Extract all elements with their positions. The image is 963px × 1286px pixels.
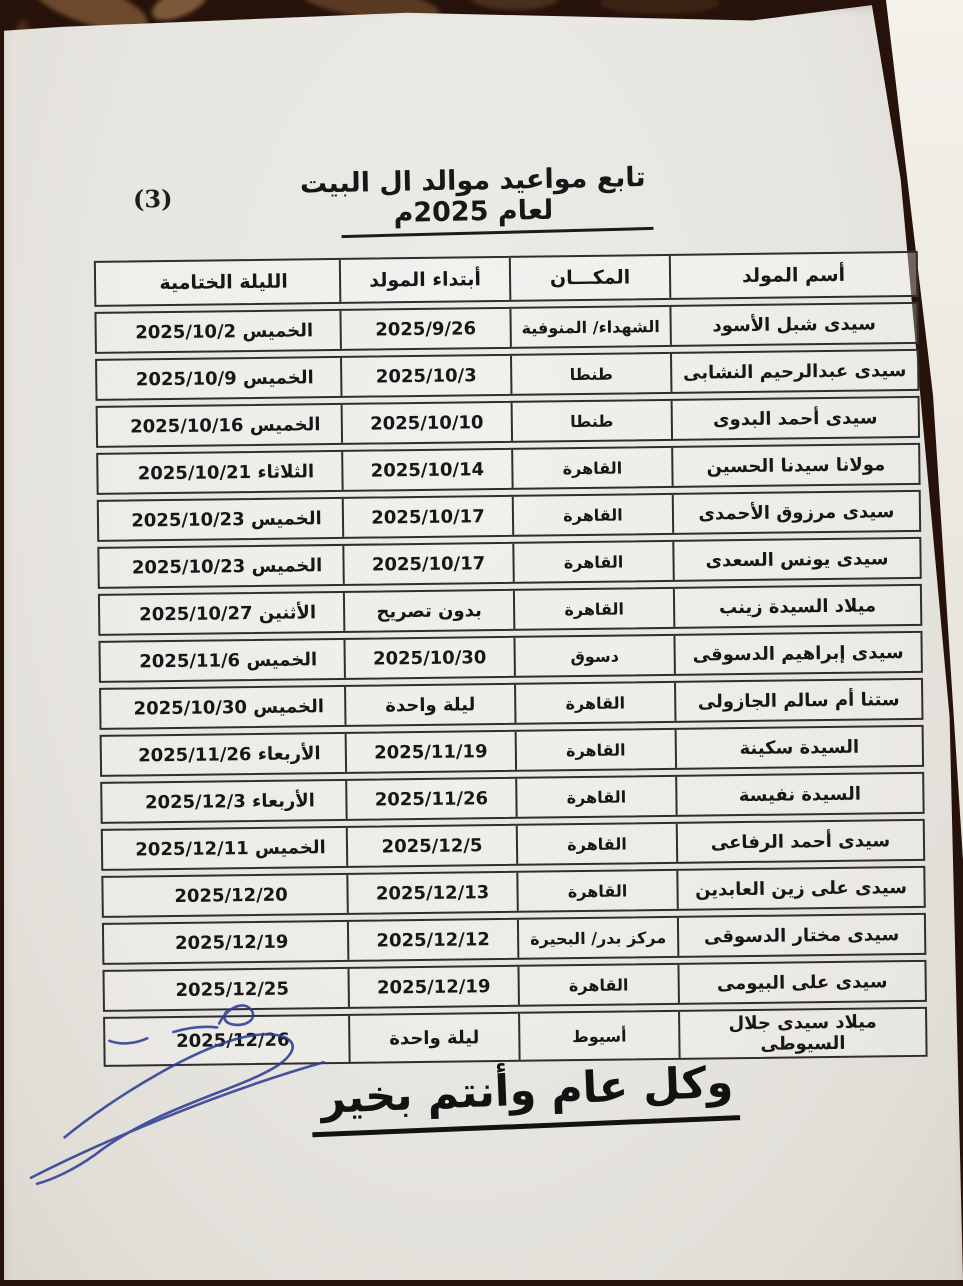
cell-start-date: 2025/10/30 — [343, 638, 513, 678]
cell-final-night: 2025/12/20 — [174, 884, 288, 907]
cell-final-night: 2025/12/19 — [174, 931, 289, 954]
cell-mawlid-name: سيدى على البيومى — [677, 962, 924, 1003]
cell-mawlid-name: ميلاد السيدة زينب — [673, 586, 920, 627]
table-row — [97, 490, 921, 542]
cell-start-date: 2025/10/10 — [341, 403, 511, 443]
table-row — [97, 537, 921, 589]
cell-place: دسوق — [513, 636, 673, 676]
cell-mawlid-name: السيدة سكينة — [675, 727, 922, 768]
cell-final-night: الخميس 2025/10/2 — [135, 319, 314, 343]
cell-place: القاهرة — [512, 542, 672, 582]
cell-final-night: 2025/12/25 — [175, 978, 290, 1001]
table-row — [95, 349, 919, 401]
table-row — [100, 772, 924, 824]
cell-final-night: الخميس 2025/10/16 — [130, 413, 321, 438]
closing-greeting: وكل عام وأنتم بخير — [310, 1057, 741, 1137]
cell-start-date: 2025/9/26 — [339, 309, 509, 349]
cell-final-night: الخميس 2025/11/6 — [139, 648, 318, 672]
cell-place: طنطا — [511, 401, 671, 441]
table-row — [100, 725, 924, 777]
table-row — [101, 866, 925, 918]
cell-mawlid-name: سيدى على زين العابدين — [676, 868, 923, 909]
cell-start-date: 2025/11/19 — [345, 732, 515, 772]
cell-mawlid-name: سيدى مرزوق الأحمدى — [672, 492, 919, 533]
cell-mawlid-name: سيدى مختار الدسوقى — [677, 915, 924, 956]
cell-place: القاهرة — [515, 777, 675, 817]
table-row — [98, 584, 922, 636]
cell-mawlid-name: سيدى أحمد الرفاعى — [676, 821, 923, 862]
cell-start-date: 2025/10/17 — [342, 497, 512, 537]
cell-final-night: الخميس 2025/10/23 — [131, 507, 322, 531]
cell-start-date: 2025/12/19 — [347, 967, 517, 1007]
cell-final-night: الثلاثاء 2025/10/21 — [137, 460, 315, 484]
cell-place: القاهرة — [517, 965, 677, 1005]
table-header-row — [94, 251, 919, 307]
cell-final-night: الأثنين 2025/10/27 — [139, 601, 317, 625]
table-row — [96, 396, 920, 448]
cell-mawlid-name: السيدة نفيسة — [675, 774, 922, 815]
table-row — [98, 631, 922, 683]
cell-final-night: الأربعاء 2025/11/26 — [138, 742, 321, 766]
cell-place: مركز بدر/ البحيرة — [517, 918, 677, 958]
cell-final-night: الخميس 2025/10/30 — [133, 695, 325, 719]
mawlid-schedule-table — [94, 251, 928, 1072]
table-row — [101, 819, 925, 871]
cell-mawlid-name: ميلاد سيدى جلال السيوطى — [678, 1009, 926, 1058]
cell-place: القاهرة — [513, 589, 673, 629]
page-number: (3) — [132, 183, 173, 214]
cell-place: القاهرة — [515, 730, 675, 770]
cell-place: القاهرة — [511, 448, 671, 488]
table-row — [94, 302, 918, 354]
cell-place: القاهرة — [516, 871, 676, 911]
cell-start-date: 2025/12/5 — [346, 826, 516, 866]
cell-final-night: الأربعاء 2025/12/3 — [144, 789, 316, 813]
cell-final-night: الخميس 2025/10/23 — [131, 554, 323, 578]
cell-start-date: 2025/10/3 — [340, 356, 510, 396]
cell-start-date: 2025/10/17 — [342, 544, 512, 584]
table-row — [99, 678, 923, 730]
cell-start-date: 2025/12/12 — [347, 920, 517, 960]
cell-place: القاهرة — [516, 824, 676, 864]
header-final-night: الليلة الختامية — [159, 270, 288, 295]
cell-mawlid-name: سيدى إبراهيم الدسوقى — [673, 633, 920, 674]
cell-start-date: 2025/10/14 — [341, 450, 511, 490]
cell-place: القاهرة — [514, 683, 674, 723]
cell-final-night: الخميس 2025/10/9 — [135, 366, 314, 390]
cell-final-night: 2025/12/26 — [176, 1029, 290, 1052]
table-row — [102, 913, 926, 965]
header-start-date: أبتداء المولد — [339, 258, 510, 302]
cell-start-date: ليلة واحدة — [344, 685, 514, 725]
cell-start-date: بدون تصريح — [343, 591, 513, 631]
table-row — [96, 443, 920, 495]
cell-final-night: الخميس 2025/12/11 — [135, 836, 326, 860]
cell-mawlid-name: ستنا أم سالم الجازولى — [674, 680, 921, 721]
cell-place: طنطا — [510, 354, 670, 394]
header-place: المكـــان — [509, 256, 670, 300]
page-title: تابع مواعيد موالد ال البيت لعام 2025م — [299, 161, 646, 229]
table-body — [94, 302, 927, 1067]
header-mawlid-name: أسم المولد — [669, 253, 916, 298]
cell-mawlid-name: مولانا سيدنا الحسين — [671, 445, 918, 486]
cell-mawlid-name: سيدى أحمد البدوى — [671, 398, 918, 439]
cell-start-date: 2025/11/26 — [345, 779, 515, 819]
cell-place: القاهرة — [512, 495, 672, 535]
cell-place: الشهداء/ المنوفية — [509, 307, 669, 347]
cell-mawlid-name: سيدى شبل الأسود — [669, 304, 916, 345]
cell-mawlid-name: سيدى يونس السعدى — [672, 539, 919, 580]
cell-mawlid-name: سيدى عبدالرحيم النشابى — [670, 351, 917, 392]
cell-start-date: 2025/12/13 — [346, 873, 516, 913]
cell-start-date: ليلة واحدة — [348, 1014, 519, 1062]
cell-place: أسيوط — [518, 1012, 679, 1060]
